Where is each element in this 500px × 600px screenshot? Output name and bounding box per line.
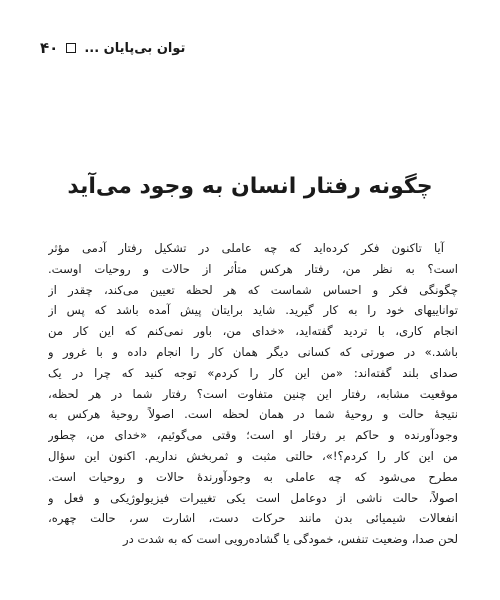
body-line: چگونگی فکر و احساس شماست که هر لحظه تعیین می‌کند، چقدر از [48, 282, 458, 297]
body-line: باشد.» در صورتی که کسانی دیگر همان کار را انجام داده و با غرور و [48, 344, 458, 359]
chapter-title: چگونه رفتار انسان به وجود می‌آید [67, 174, 433, 199]
body-line: من این کار را کردم؟!»، حالتی مثبت و ثمربخش نداریم. اکنون این سؤال [48, 448, 458, 463]
body-line: مطرح می‌شود که چه عاملی به وجودآورندهٔ حالات و روحیات است. [48, 469, 458, 484]
body-line: موقعیت مشابه، رفتار این چنین متفاوت است؟ رفتار شما در هر لحظه، [48, 386, 458, 401]
body-line: انفعالات شیمیائی بدن مانند حرکات دست، اشارت سر، حالت چهره، [48, 511, 458, 526]
square-bullet-icon [66, 43, 76, 53]
body-line: لحن صدا، وضعیت تنفس، خمودگی یا گشاده‌رویی است که به شدت در [123, 532, 458, 547]
body-line: انجام کاری، با تردید گفته‌اید، «خدای من، باور نمی‌کنم که این کار من [48, 324, 458, 339]
body-line: وجودآورنده و حاکم بر رفتار او است؛ وقتی می‌گوئیم، «خدای من، چطور [48, 428, 458, 443]
body-line: تواناییهای خود را به کار گیرید. شاید برایتان پیش آمده باشد که پس از [48, 303, 458, 318]
running-header-title: توان بی‌پایان ... [84, 40, 186, 56]
page-number: ۴۰ [40, 39, 59, 57]
body-line: آیا تاکنون فکر کرده‌اید که چه عاملی در تشکیل رفتار آدمی مؤثر [48, 241, 444, 255]
body-line: نتیجهٔ حالت و روحیهٔ شما در همان لحظه است. اصولاً روحیهٔ هرکس به [48, 407, 458, 422]
body-line: صدای بلند گفته‌اند: «من این کار را کردم» توجه کنید که چرا در یک [48, 365, 458, 380]
body-line: است؟ به نظر من، رفتار هر‌کس متأثر از حالات و روحیات اوست. [48, 261, 458, 276]
body-line: اصولاً، حالت ناشی از دوعامل است یکی تغییرات فیزیولوژیکی و فعل و [48, 490, 458, 505]
body-paragraph [48, 238, 458, 550]
running-header [40, 38, 302, 58]
